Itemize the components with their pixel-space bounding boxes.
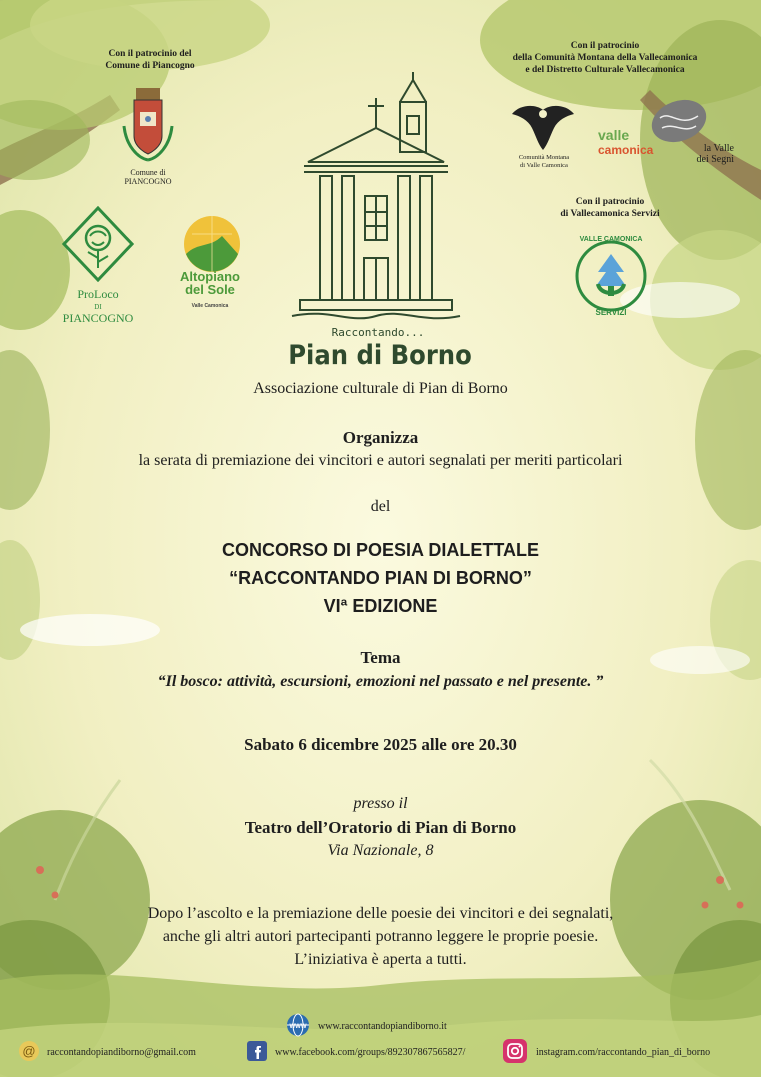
facebook-link[interactable]: www.facebook.com/groups/892307867565827/ xyxy=(275,1046,466,1058)
brand-raccontando: Raccontando... xyxy=(331,326,425,339)
email-icon xyxy=(18,1040,40,1062)
www-icon-label: WWW xyxy=(289,1024,307,1030)
brand-name: Pian di Borno xyxy=(288,340,472,371)
patronage-right-top: Con il patrocinio della Comunità Montana della Vallecamonica e del Distretto Culturale Vallecamonica xyxy=(512,41,698,75)
closing-line-3: L’iniziativa è aperta a tutti. xyxy=(294,951,467,968)
servizi-top-label: VALLE CAMONICA xyxy=(579,236,643,243)
email-row[interactable] xyxy=(18,1040,196,1062)
edizione-title: VIª EDIZIONE xyxy=(323,596,438,616)
tema-heading: Tema xyxy=(360,648,401,667)
globe-icon xyxy=(286,1013,310,1037)
venue-address: Via Nazionale, 8 xyxy=(327,842,434,859)
proloco-place: PIANCOGNO xyxy=(62,311,134,325)
rose-icon xyxy=(62,206,134,282)
concorso-title-2: “RACCONTANDO PIAN DI BORNO” xyxy=(229,568,532,588)
comunita-caption: Comunità Montana di Valle Camonica xyxy=(518,154,570,169)
association-name: Associazione culturale di Pian di Borno xyxy=(253,380,508,397)
servizi-bottom-label: SERVIZI xyxy=(595,308,627,317)
altopiano-label xyxy=(170,270,250,313)
closing-line-2: anche gli altri autori partecipanti potranno leggere le proprie poesie. xyxy=(162,928,599,945)
patronage-right-mid: Con il patrocinio di Vallecamonica Servizi xyxy=(560,197,660,219)
concorso-title-1: CONCORSO DI POESIA DIALETTALE xyxy=(221,540,539,560)
valle-segni-label: la Valle dei Segni xyxy=(696,143,734,165)
venue-name: Teatro dell’Oratorio di Pian di Borno xyxy=(244,818,517,837)
sun-icon xyxy=(182,214,242,274)
website-link[interactable]: www.raccontandopiandiborno.it xyxy=(318,1020,447,1032)
coat-of-arms-icon xyxy=(118,86,178,166)
eagle-icon xyxy=(508,100,578,154)
altopiano-line3: Valle Camonica xyxy=(191,303,229,309)
serata-text: la serata di premiazione dei vincitori e autori segnalati per meriti particolari xyxy=(138,452,623,469)
church-icon xyxy=(290,72,462,334)
instagram-icon xyxy=(502,1038,528,1064)
proloco-name: ProLoco xyxy=(77,287,119,301)
event-date: Sabato 6 dicembre 2025 alle ore 20.30 xyxy=(244,735,517,754)
tema-text: “Il bosco: attività, escursioni, emozioni nel passato e nel presente. ” xyxy=(157,673,604,690)
proloco-label xyxy=(52,289,144,324)
valle-camonica-logo xyxy=(598,128,688,157)
email-link[interactable]: raccontandopiandiborno@gmail.com xyxy=(47,1046,196,1058)
instagram-row[interactable] xyxy=(502,1038,710,1064)
proloco-di: DI xyxy=(94,303,102,311)
valle-word: valle xyxy=(598,127,630,143)
patronage-left: Con il patrocinio del Comune di Piancogno xyxy=(105,49,195,71)
del-text: del xyxy=(370,498,391,515)
camonica-word: camonica xyxy=(598,143,654,157)
closing-line-1: Dopo l’ascolto e la premiazione delle poesie dei vincitori e dei segnalati, xyxy=(147,905,614,922)
svg-text:@: @ xyxy=(22,1043,36,1059)
facebook-icon xyxy=(246,1040,268,1062)
facebook-row[interactable] xyxy=(246,1040,465,1062)
instagram-link[interactable]: instagram.com/raccontando_pian_di_borno xyxy=(536,1046,711,1058)
organizza-heading: Organizza xyxy=(342,428,419,447)
website-row[interactable] xyxy=(286,1013,447,1037)
altopiano-line2: del Sole xyxy=(185,282,235,297)
altopiano-line1: Altopiano xyxy=(180,269,240,284)
comune-caption: Comune di PIANCOGNO xyxy=(124,168,172,186)
presso-text: presso il xyxy=(353,795,408,812)
